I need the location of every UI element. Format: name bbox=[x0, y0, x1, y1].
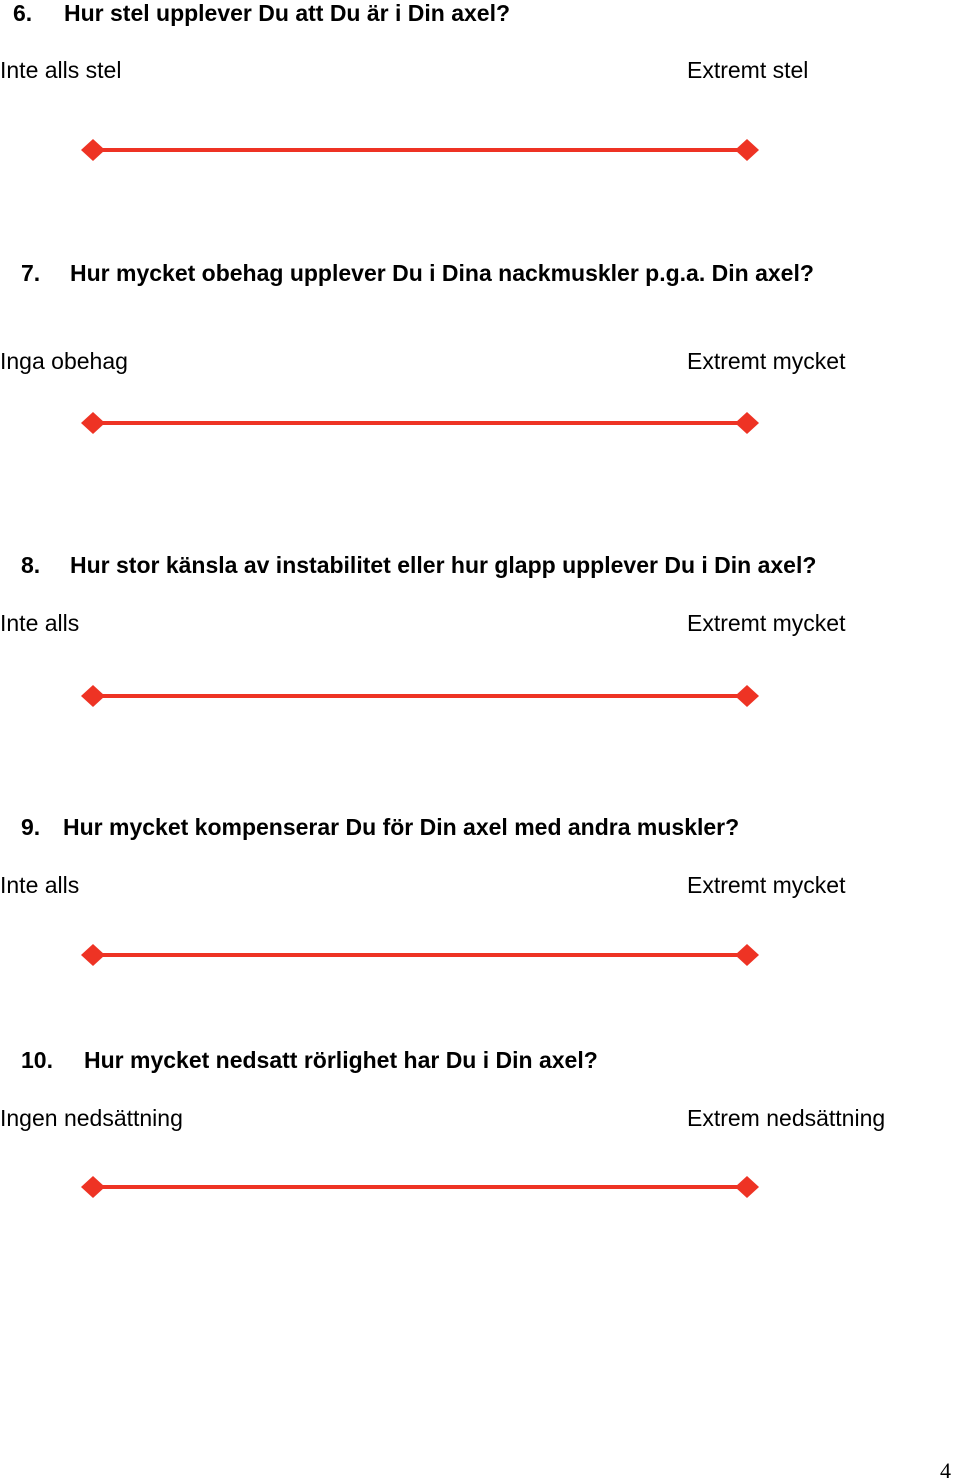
left-anchor-label: Inte alls stel bbox=[0, 57, 122, 83]
question-number: 6. bbox=[13, 0, 33, 26]
scale-start-diamond-icon bbox=[81, 944, 105, 966]
visual-analog-scale[interactable] bbox=[78, 408, 764, 438]
left-anchor-label: Ingen nedsättning bbox=[0, 1105, 183, 1131]
visual-analog-scale[interactable] bbox=[78, 940, 764, 970]
scale-end-diamond-icon bbox=[735, 1176, 759, 1198]
scale-start-diamond-icon bbox=[81, 412, 105, 434]
scale-end-diamond-icon bbox=[735, 685, 759, 707]
scale-start-diamond-icon bbox=[81, 685, 105, 707]
scale-end-diamond-icon bbox=[735, 944, 759, 966]
right-anchor-label: Extremt mycket bbox=[687, 348, 846, 374]
question-text: Hur mycket kompenserar Du för Din axel med andra muskler? bbox=[63, 814, 740, 840]
left-anchor-label: Inte alls bbox=[0, 610, 80, 636]
scale-graphic bbox=[78, 681, 764, 711]
left-anchor-label: Inte alls bbox=[0, 872, 80, 898]
right-anchor-label: Extremt mycket bbox=[687, 610, 846, 636]
left-anchor-label: Inga obehag bbox=[0, 348, 128, 374]
scale-end-diamond-icon bbox=[735, 412, 759, 434]
scale-start-diamond-icon bbox=[81, 1176, 105, 1198]
scale-graphic bbox=[78, 408, 764, 438]
visual-analog-scale[interactable] bbox=[78, 135, 764, 165]
scale-graphic bbox=[78, 1172, 764, 1202]
right-anchor-label: Extrem nedsättning bbox=[687, 1105, 886, 1131]
question-text: Hur mycket nedsatt rörlighet har Du i Din axel? bbox=[84, 1047, 598, 1073]
right-anchor-label: Extremt mycket bbox=[687, 872, 846, 898]
scale-graphic bbox=[78, 940, 764, 970]
question-text: Hur stel upplever Du att Du är i Din axel? bbox=[64, 0, 511, 26]
scale-end-diamond-icon bbox=[735, 139, 759, 161]
visual-analog-scale[interactable] bbox=[78, 681, 764, 711]
question-text: Hur mycket obehag upplever Du i Dina nackmuskler p.g.a. Din axel? bbox=[70, 260, 814, 286]
question-number: 7. bbox=[21, 260, 41, 286]
visual-analog-scale[interactable] bbox=[78, 1172, 764, 1202]
page-number: 4 bbox=[940, 1458, 951, 1483]
question-number: 8. bbox=[21, 552, 41, 578]
question-number: 10. bbox=[21, 1047, 53, 1073]
scale-start-diamond-icon bbox=[81, 139, 105, 161]
question-text: Hur stor känsla av instabilitet eller hur glapp upplever Du i Din axel? bbox=[70, 552, 817, 578]
right-anchor-label: Extremt stel bbox=[687, 57, 809, 83]
question-number: 9. bbox=[21, 814, 41, 840]
scale-graphic bbox=[78, 135, 764, 165]
